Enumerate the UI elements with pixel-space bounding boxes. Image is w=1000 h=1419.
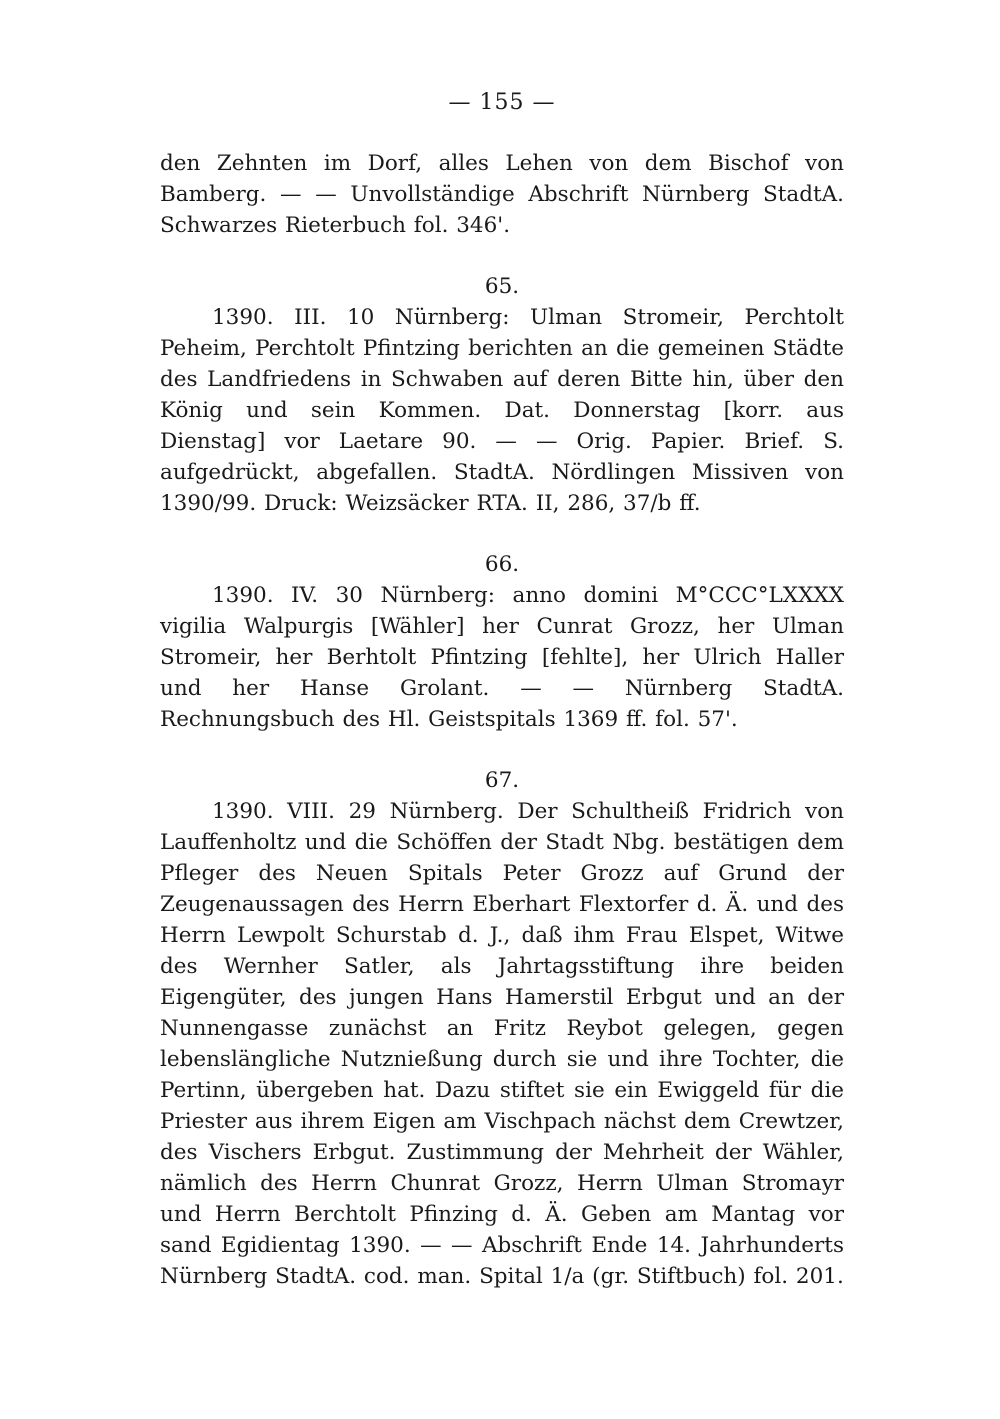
entry-number-66: 66. <box>484 552 520 577</box>
entry-text-66: 1390. IV. 30 Nürnberg: anno domini M°CCC°LXXXX vigilia Walpurgis [Wähler] her Cunrat Grozz, her Ulman Stromeir, her Berhtolt Pfintzing [fehlte], her Ulrich Haller und her Hanse Grolant. — — Nürnberg StadtA. Rechnungsbuch des Hl. Geistspitals 1369 ff. fol. 57'. <box>160 583 844 732</box>
entry-number-67: 67. <box>484 768 520 793</box>
intro-paragraph: den Zehnten im Dorf, alles Lehen von dem Bischof von Bamberg. — — Unvollständige Abschrift Nürnberg StadtA. Schwarzes Rieterbuch fol. 346'. <box>160 151 844 238</box>
entry-text-67: 1390. VIII. 29 Nürnberg. Der Schultheiß Fridrich von Lauffenholtz und die Schöffen der Stadt Nbg. bestätigen dem Pfleger des Neuen Spitals Peter Grozz auf Grund der Zeugenaussagen des Herrn Eberhart Flextorfer d. Ä. und des Herrn Lewpolt Schurstab d. J., daß ihm Frau Elspet, Witwe des Wernher Satler, als Jahrtagsstiftung ihre beiden Eigengüter, des jungen Hans Hamerstil Erbgut und an der Nunnengasse zunächst an Fritz Reybot gelegen, gegen lebenslängliche Nutznießung durch sie und ihre Tochter, die Pertinn, übergeben hat. Dazu stiftet sie ein Ewiggeld für die Priester aus ihrem Eigen am Vischpach nächst dem Crewtzer, des Vischers Erbgut. Zustimmung der Mehrheit der Wähler, nämlich des Herrn Chunrat Grozz, Herrn Ulman Stromayr und Herrn Berchtolt Pfinzing d. Ä. Geben am Mantag vor sand Egidientag 1390. — — Abschrift Ende 14. Jahrhunderts Nürnberg StadtA. cod. man. Spital 1/a (gr. Stiftbuch) fol. 201. <box>160 799 844 1289</box>
page-number: — 155 — <box>448 90 556 115</box>
entry-text-65: 1390. III. 10 Nürnberg: Ulman Stromeir, Perchtolt Peheim, Perchtolt Pfintzing berichten an die gemeinen Städte des Landfriedens in Schwaben auf deren Bitte hin, über den König und sein Kommen. Dat. Donnerstag [korr. aus Dienstag] vor Laetare 90. — — Orig. Papier. Brief. S. aufgedrückt, abgefallen. StadtA. Nördlingen Missiven von 1390/99. Druck: Weizsäcker RTA. II, 286, 37/b ff. <box>160 305 844 516</box>
document-page <box>160 88 844 1292</box>
entry-number-65: 65. <box>484 274 520 299</box>
